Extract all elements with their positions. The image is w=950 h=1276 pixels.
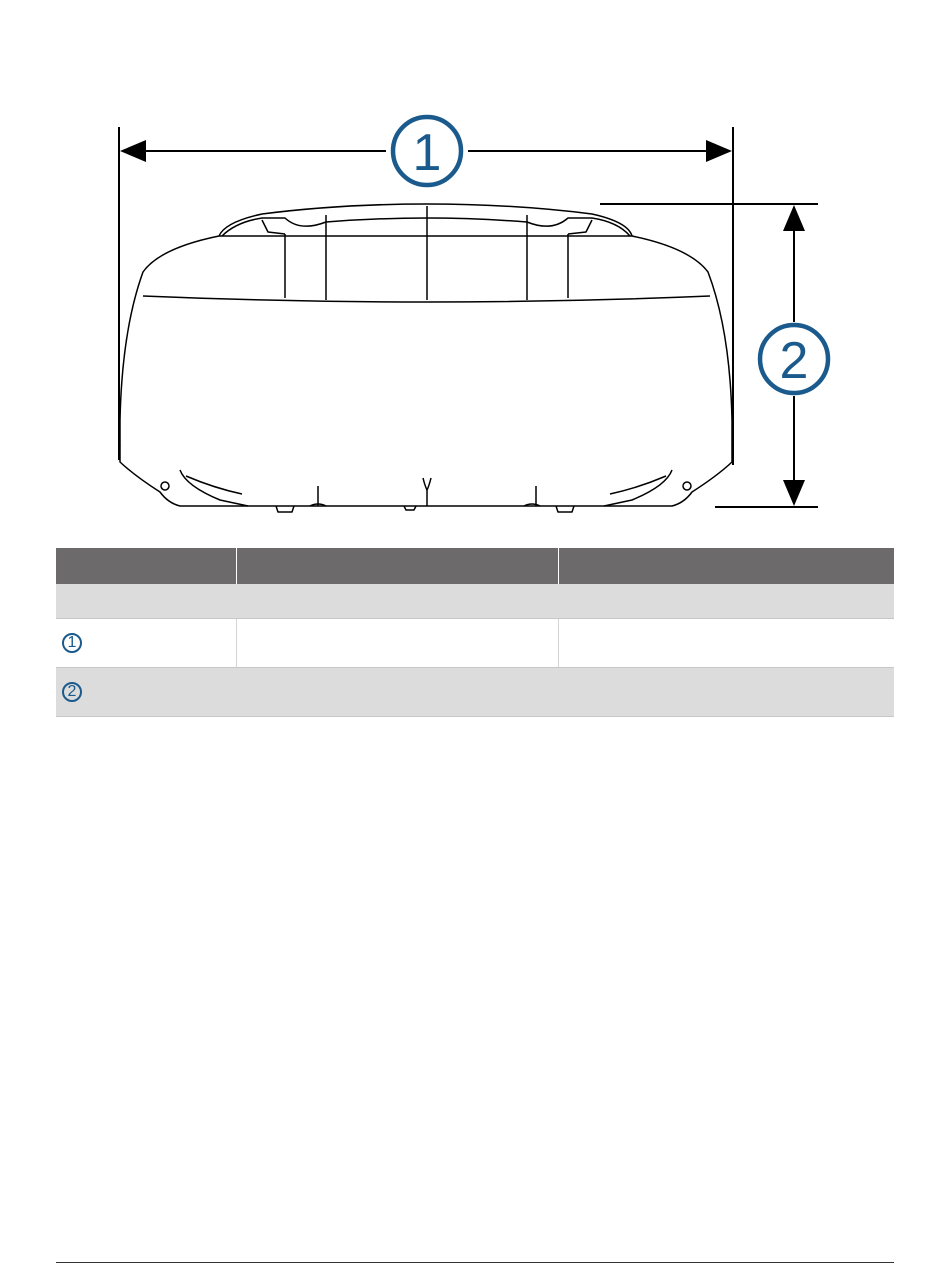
svg-text:1: 1 <box>412 124 442 182</box>
table-callout-cell <box>56 619 236 668</box>
table-cell <box>558 619 894 668</box>
callout-2-badge-icon: 2 <box>62 682 82 702</box>
table-row <box>56 668 894 717</box>
table-row <box>56 619 894 668</box>
callout-2-icon <box>760 325 828 393</box>
table-header-cell <box>236 548 558 584</box>
table-header-cell <box>558 548 894 584</box>
footer-divider <box>56 1262 894 1263</box>
dimensions-table <box>56 548 894 717</box>
radome-device-icon <box>120 204 732 512</box>
svg-text:2: 2 <box>779 332 809 390</box>
table-header-cell <box>56 548 236 584</box>
table-callout-cell <box>56 668 558 717</box>
table-cell <box>558 668 894 717</box>
callout-1-icon <box>393 117 461 185</box>
callout-1-badge-icon: 1 <box>62 633 82 653</box>
dimension-diagram <box>0 0 950 540</box>
table-subheader-cell <box>56 584 894 619</box>
table-header-row <box>56 548 894 584</box>
table-cell <box>236 619 558 668</box>
table-subheader-row <box>56 584 894 619</box>
